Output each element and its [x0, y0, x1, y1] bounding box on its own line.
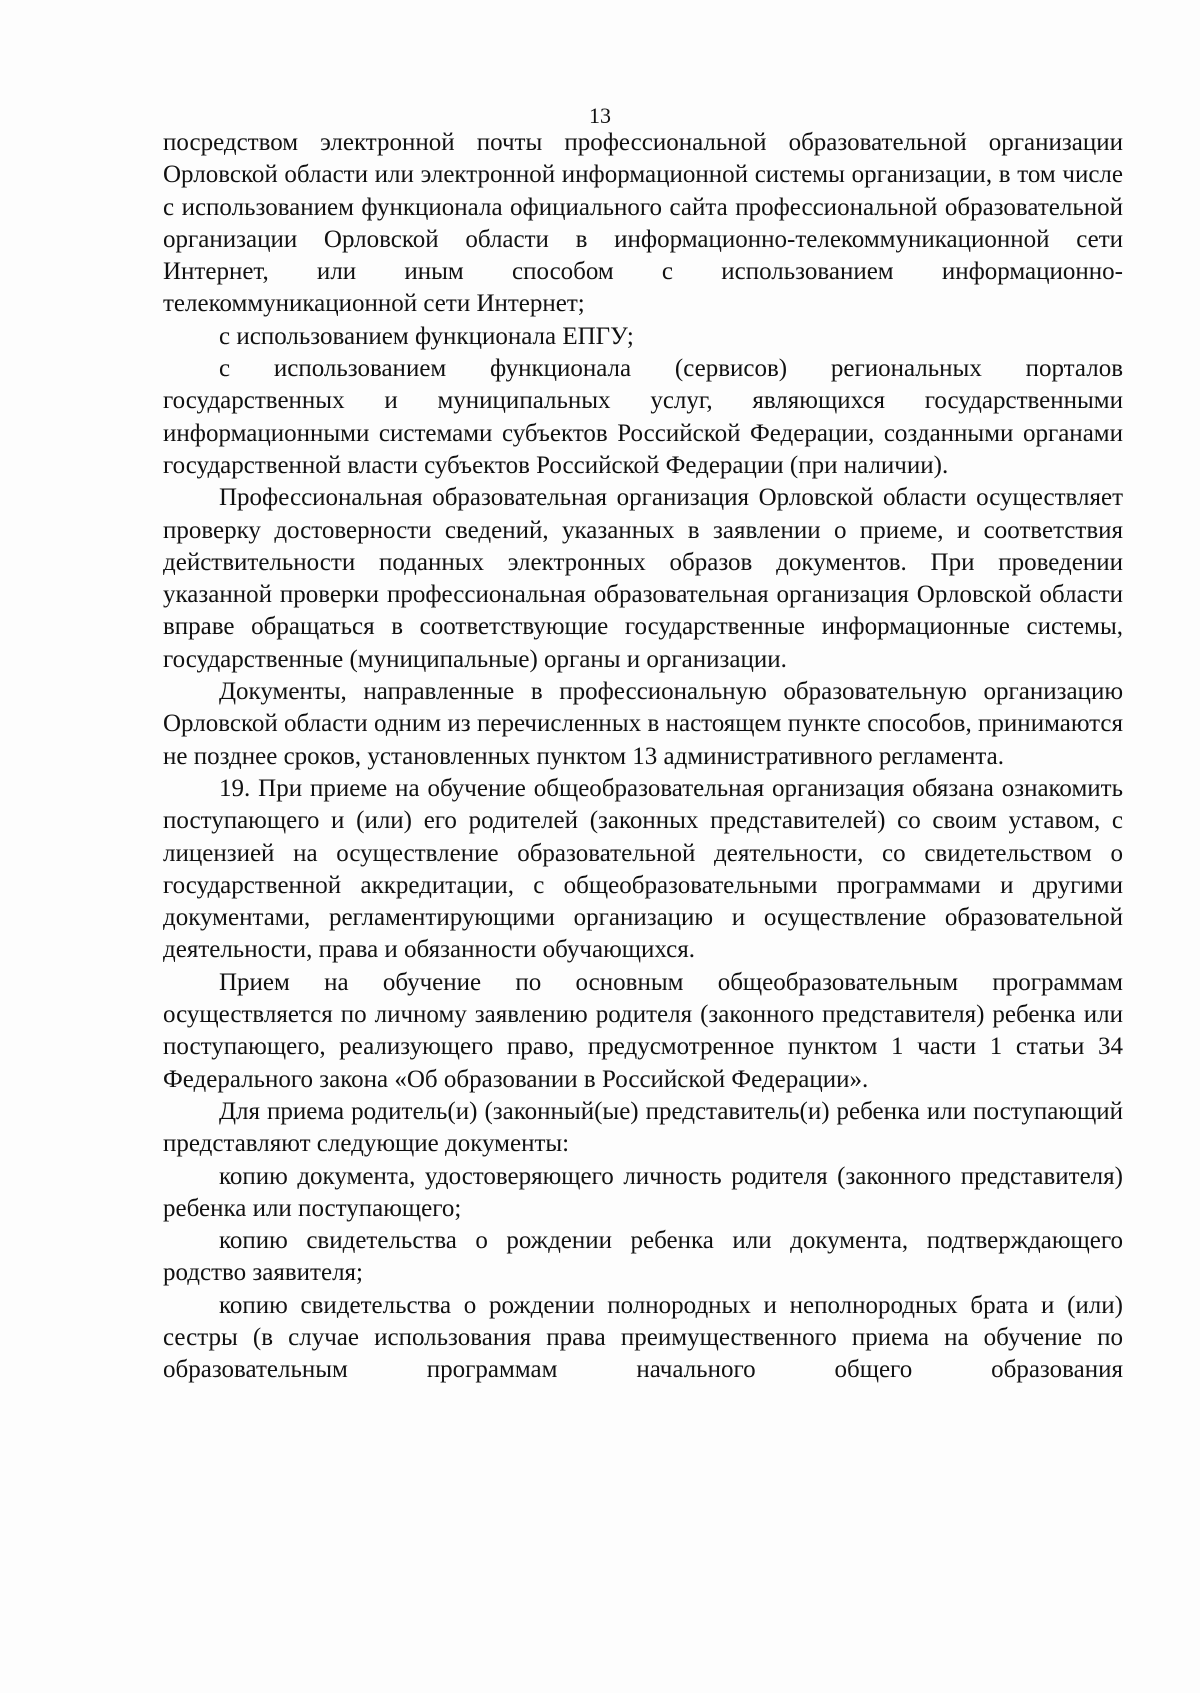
- paragraph-documents-intro: Для приема родитель(и) (законный(ые) представитель(и) ребенка или поступающий представляют следующие документы:: [163, 1097, 1123, 1158]
- page-number: 13: [589, 103, 611, 128]
- paragraph-epgu: с использованием функционала ЕПГУ;: [219, 322, 634, 350]
- paragraph-deadlines: Документы, направленные в профессиональную образовательную организацию Орловской области одним из перечисленных в настоящем пункте способов, принимаются не позднее сроков, установленных пунктом 13 административного регламента.: [163, 678, 1123, 770]
- paragraph-submission-email: посредством электронной почты профессиональной образовательной организации Орловской области или электронной информационной системы организации, в том числе с использованием функционала официального сайта профессиональной образовательной организации Орловской области в информационно-телекоммуникационной сети Интернет, или иным способом с использованием информационно-телекоммуникационной сети Интернет;: [163, 129, 1123, 318]
- paragraph-identity-copy: копию документа, удостоверяющего личность родителя (законного представителя) ребенка или поступающего;: [163, 1162, 1123, 1222]
- paragraph-siblings-certificate-copy: копию свидетельства о рождении полнородных и неполнородных брата и (или) сестры (в случае использования права преимущественного приема на обучение по образовательным программам начального общего образования: [163, 1291, 1123, 1384]
- document-body: [163, 127, 1123, 1387]
- paragraph-item-19: 19. При приеме на обучение общеобразовательная организация обязана ознакомить поступающего и (или) его родителей (законных представителей) со своим уставом, с лицензией на осуществление образовательной деятельности, со свидетельством о государственной аккредитации, с общеобразовательными программами и другими документами, регламентирующими организацию и осуществление образовательной деятельности, права и обязанности обучающихся.: [163, 774, 1123, 964]
- paragraph-birth-certificate-copy: копию свидетельства о рождении ребенка или документа, подтверждающего родство заявителя;: [163, 1227, 1123, 1287]
- paragraph-verification: Профессиональная образовательная организация Орловской области осуществляет проверку достоверности сведений, указанных в заявлении о приеме, и соответствия действительности поданных электронных образов документов. При проведении указанной проверки профессиональная образовательная организация Орловской области вправе обращаться в соответствующие государственные информационные системы, государственные (муниципальные) органы и организации.: [163, 484, 1123, 673]
- paragraph-regional-portals: с использованием функционала (сервисов) региональных порталов государственных и муниципальных услуг, являющихся государственными информационными системами субъектов Российской Федерации, созданными органами государственной власти субъектов Российской Федерации (при наличии).: [163, 355, 1123, 479]
- paragraph-admission-application: Прием на обучение по основным общеобразовательным программам осуществляется по личному заявлению родителя (законного представителя) ребенка или поступающего, реализующего право, предусмотренное пунктом 1 части 1 статьи 34 Федерального закона «Об образовании в Российской Федерации».: [163, 968, 1123, 1093]
